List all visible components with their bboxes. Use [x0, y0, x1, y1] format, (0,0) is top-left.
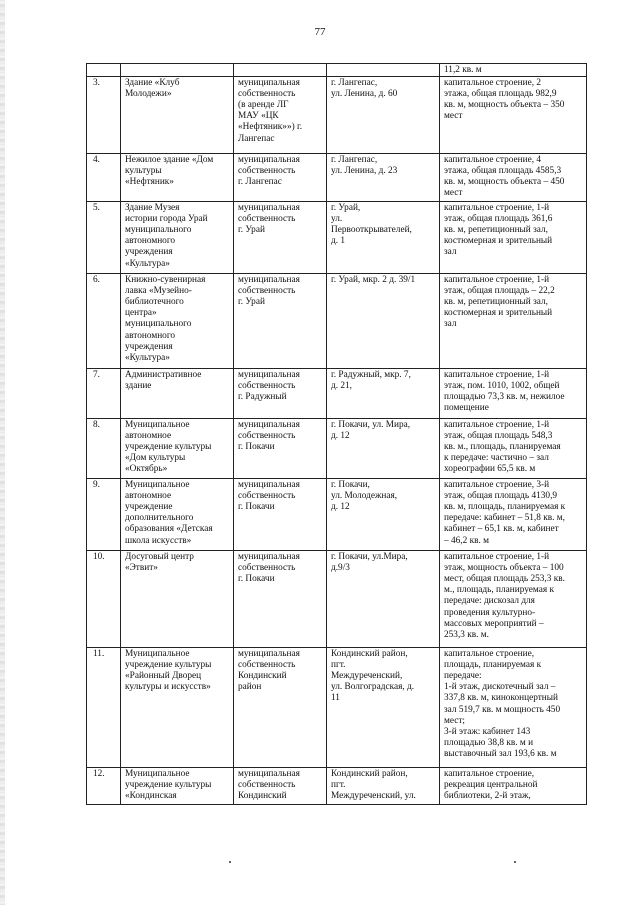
table-row — [87, 77, 587, 154]
cell-line: массовых мероприятий – — [444, 618, 544, 629]
cell-line: район — [238, 682, 262, 693]
cell-line: капитальное строение, 1-й — [444, 420, 550, 431]
object-name-cell — [121, 479, 234, 551]
address-cell — [327, 551, 440, 648]
cell-line: лавка «Музейно- — [125, 286, 192, 297]
cell-line: «Культура» — [125, 258, 170, 269]
cell-line: капитальное строение, — [444, 649, 535, 660]
description-cell — [440, 551, 587, 648]
cell-line: этаж, пом. 1010, 1002, общей — [444, 381, 560, 392]
cell-line: «Октябрь» — [125, 464, 168, 475]
description-cell — [440, 202, 587, 274]
cell-line: собственность — [238, 431, 296, 442]
row-number-cell: 5. — [87, 202, 121, 274]
cell-line: муниципальная — [238, 649, 300, 660]
table-body — [87, 64, 587, 805]
cell-line: кв. м, площадь, планируемая к — [444, 502, 566, 513]
cell-line: Муниципальное — [125, 769, 190, 780]
cell-line: г. Радужный, мкр. 7, — [331, 370, 411, 381]
cell-line: мест; — [444, 715, 466, 726]
description-cell — [440, 369, 587, 419]
cell-line: 11,2 кв. м — [444, 65, 482, 75]
ownership-cell — [234, 64, 327, 77]
cell-line: г. Лангепас — [238, 177, 282, 188]
ownership-cell — [234, 551, 327, 648]
cell-line: капитальное строение, — [444, 769, 535, 780]
cell-line: учреждение культуры — [125, 780, 212, 791]
cell-line: г. Покачи — [238, 574, 275, 585]
cell-line: кв. м., площадь, планируемая — [444, 442, 561, 453]
cell-line: кабинет – 65,1 кв. м, кабинет — [444, 524, 559, 535]
cell-line: капитальное строение, 3-й — [444, 480, 550, 491]
table-row — [87, 64, 587, 77]
cell-line: «Нефтяник»») г. — [238, 122, 303, 133]
cell-line: Лангепас — [238, 133, 275, 144]
ownership-cell — [234, 202, 327, 274]
cell-line: кв. м, мощность объекта – 450 — [444, 177, 565, 188]
description-cell — [440, 419, 587, 479]
cell-line: ул. Молодежная, — [331, 491, 398, 502]
cell-line: «Этвит» — [125, 563, 158, 574]
cell-line: автономное — [125, 431, 172, 442]
cell-line: учреждения — [125, 341, 173, 352]
cell-line: муниципальная — [238, 480, 300, 491]
cell-line: этаж, общая площадь 4130,9 — [444, 491, 558, 502]
cell-line: Междуреченский, ул. — [331, 791, 416, 802]
cell-line: собственность — [238, 286, 296, 297]
table-row — [87, 274, 587, 369]
address-cell — [327, 648, 440, 768]
cell-line: (в аренде ЛГ — [238, 100, 289, 111]
description-cell — [440, 648, 587, 768]
cell-line: пгт. — [331, 660, 346, 671]
cell-line: собственность — [238, 563, 296, 574]
cell-line: зал — [444, 319, 457, 330]
scan-edge — [0, 0, 5, 905]
cell-line: Муниципальное — [125, 420, 190, 431]
cell-line: зал — [444, 247, 457, 258]
ownership-cell — [234, 369, 327, 419]
cell-line: автономное — [125, 491, 172, 502]
cell-line: муниципальная — [238, 203, 300, 214]
cell-line: площадь, планируемая к — [444, 660, 542, 671]
cell-line: д. 12 — [331, 502, 350, 513]
cell-line: этаж, мощность объекта – 100 — [444, 563, 564, 574]
cell-line: учреждение — [125, 502, 173, 513]
cell-line: – 46,2 кв. м — [444, 535, 490, 546]
cell-line: костюмерная и зрительный — [444, 236, 553, 247]
cell-line: этажа, общая площадь 982,9 — [444, 89, 557, 100]
cell-line: учреждение культуры — [125, 442, 212, 453]
object-name-cell — [121, 369, 234, 419]
cell-line: муниципальная — [238, 769, 300, 780]
row-number-cell: 3. — [87, 77, 121, 154]
table-row — [87, 202, 587, 274]
row-number-cell: 7. — [87, 369, 121, 419]
cell-line: капитальное строение, 4 — [444, 155, 541, 166]
cell-line: муниципальная — [238, 78, 300, 89]
object-name-cell — [121, 551, 234, 648]
address-cell — [327, 369, 440, 419]
row-number-cell: 11. — [87, 648, 121, 768]
cell-line: здание — [125, 381, 152, 392]
cell-line: Междуреченский, — [331, 671, 403, 682]
address-cell — [327, 77, 440, 154]
ownership-cell — [234, 768, 327, 805]
cell-line: «Районный Дворец — [125, 671, 202, 682]
cell-line: Муниципальное — [125, 649, 190, 660]
cell-line: капитальное строение, 2 — [444, 78, 541, 89]
cell-line: истории города Урай — [125, 214, 208, 225]
cell-line: собственность — [238, 491, 296, 502]
cell-line: «Нефтяник» — [125, 177, 174, 188]
table-row — [87, 648, 587, 768]
cell-line: муниципальная — [238, 420, 300, 431]
object-name-cell — [121, 419, 234, 479]
cell-line: этаж, общая площадь 548,3 — [444, 431, 553, 442]
description-cell — [440, 274, 587, 369]
object-name-cell — [121, 64, 234, 77]
cell-line: этаж, общая площадь 361,6 — [444, 214, 553, 225]
cell-line: Досуговый центр — [125, 552, 194, 563]
cell-line: мест — [444, 188, 463, 199]
cell-line: «Культура» — [125, 352, 170, 363]
cell-line: «Дом культуры — [125, 453, 186, 464]
cell-line: 1-й этаж, дискотечный зал – — [444, 682, 556, 693]
cell-line: г. Покачи — [238, 502, 275, 513]
cell-line: г. Радужный — [238, 392, 287, 403]
cell-line: передаче: дискозал для — [444, 596, 535, 607]
address-cell — [327, 479, 440, 551]
cell-line: г. Покачи, ул.Мира, — [331, 552, 408, 563]
address-cell — [327, 274, 440, 369]
ownership-cell — [234, 274, 327, 369]
cell-line: Нежилое здание «Дом — [125, 155, 214, 166]
cell-line: площадью 73,3 кв. м, нежилое — [444, 392, 565, 403]
cell-line: г. Урай, мкр. 2 д. 39/1 — [331, 275, 416, 286]
cell-line: Административное — [125, 370, 202, 381]
cell-line: этаж, общая площадь – 22,2 — [444, 286, 555, 297]
object-name-cell — [121, 648, 234, 768]
cell-line: капитальное строение, 1-й — [444, 275, 550, 286]
cell-line: г. Лангепас, — [331, 155, 378, 166]
address-cell — [327, 202, 440, 274]
row-number-cell: 6. — [87, 274, 121, 369]
cell-line: МАУ «ЦК — [238, 111, 279, 122]
cell-line: мест — [444, 111, 463, 122]
cell-line: 3-й этаж: кабинет 143 — [444, 726, 531, 737]
cell-line: этажа, общая площадь 4585,3 — [444, 166, 562, 177]
cell-line: хореографии 65,5 кв. м — [444, 464, 536, 475]
cell-line: м., площадь, планируемая к — [444, 585, 554, 596]
cell-line: капитальное строение, 1-й — [444, 552, 550, 563]
cell-line: капитальное строение, 1-й — [444, 203, 550, 214]
description-cell — [440, 154, 587, 202]
cell-line: автономного — [125, 236, 176, 247]
cell-line: образования «Детская — [125, 524, 213, 535]
cell-line: собственность — [238, 89, 296, 100]
row-number-cell — [87, 64, 121, 77]
cell-line: Кондинский район, — [331, 769, 408, 780]
cell-line: капитальное строение, 1-й — [444, 370, 550, 381]
cell-line: библиотеки, 2-й этаж, — [444, 791, 531, 802]
cell-line: пгт. — [331, 780, 346, 791]
description-cell — [440, 64, 587, 77]
cell-line: культуры и искусств» — [125, 682, 211, 693]
cell-line: г. Урай — [238, 225, 265, 236]
cell-line: муниципальная — [238, 155, 300, 166]
row-number-cell: 4. — [87, 154, 121, 202]
object-name-cell — [121, 768, 234, 805]
cell-line: Кондинский — [238, 791, 287, 802]
cell-line: культуры — [125, 166, 162, 177]
cell-line: г. Покачи — [238, 442, 275, 453]
cell-line: г. Покачи, ул. Мира, — [331, 420, 411, 431]
address-cell — [327, 154, 440, 202]
cell-line: г. Лангепас, — [331, 78, 378, 89]
cell-line: ул. Ленина, д. 60 — [331, 89, 398, 100]
cell-line: к передаче: частично – зал — [444, 453, 549, 464]
cell-line: дополнительного — [125, 513, 194, 524]
cell-line: г. Урай, — [331, 203, 361, 214]
cell-line: Первооткрывателей, — [331, 225, 412, 236]
cell-line: кв. м, мощность объекта – 350 — [444, 100, 565, 111]
cell-line: Здание «Клуб — [125, 78, 180, 89]
cell-line: муниципального — [125, 225, 192, 236]
cell-line: ул. Волгоградская, д. — [331, 682, 415, 693]
cell-line: Кондинский — [238, 671, 287, 682]
cell-line: собственность — [238, 166, 296, 177]
cell-line: мест, общая площадь 253,3 кв. — [444, 574, 565, 585]
description-cell — [440, 479, 587, 551]
cell-line: школа искусств» — [125, 535, 192, 546]
table-row — [87, 154, 587, 202]
ownership-cell — [234, 648, 327, 768]
cell-line: муниципальная — [238, 370, 300, 381]
cell-line: собственность — [238, 660, 296, 671]
address-cell — [327, 64, 440, 77]
cell-line: центра» — [125, 308, 157, 319]
ownership-cell — [234, 77, 327, 154]
cell-line: муниципальная — [238, 552, 300, 563]
cell-line: выставочный зал 193,6 кв. м — [444, 748, 557, 759]
object-name-cell — [121, 77, 234, 154]
description-cell — [440, 77, 587, 154]
cell-line: Молодежи» — [125, 89, 172, 100]
ownership-cell — [234, 419, 327, 479]
cell-line: собственность — [238, 780, 296, 791]
cell-line: кв. м, репетиционный зал, — [444, 297, 548, 308]
cell-line: собственность — [238, 381, 296, 392]
table-row — [87, 768, 587, 805]
cell-line: учреждения — [125, 247, 173, 258]
scan-speck — [514, 861, 516, 863]
table-row — [87, 419, 587, 479]
ownership-cell — [234, 479, 327, 551]
cell-line: помещение — [444, 403, 489, 414]
property-table — [86, 63, 587, 805]
cell-line: 337,8 кв. м, киноконцертный — [444, 693, 559, 704]
object-name-cell — [121, 202, 234, 274]
cell-line: 253,3 кв. м. — [444, 629, 490, 640]
cell-line: муниципальная — [238, 275, 300, 286]
cell-line: ул. Ленина, д. 23 — [331, 166, 398, 177]
row-number-cell: 9. — [87, 479, 121, 551]
cell-line: кв. м, репетиционный зал, — [444, 225, 548, 236]
table-row — [87, 479, 587, 551]
row-number-cell: 8. — [87, 419, 121, 479]
cell-line: костюмерная и зрительный — [444, 308, 553, 319]
cell-line: д. 12 — [331, 431, 350, 442]
object-name-cell — [121, 274, 234, 369]
cell-line: учреждение культуры — [125, 660, 212, 671]
cell-line: зал 519,7 кв. м мощность 450 — [444, 704, 561, 715]
row-number-cell: 10. — [87, 551, 121, 648]
cell-line: д. 1 — [331, 236, 346, 247]
cell-line: передаче: кабинет – 51,8 кв. м, — [444, 513, 565, 524]
cell-line: проведения культурно- — [444, 607, 536, 618]
cell-line: г. Урай — [238, 297, 265, 308]
cell-line: Кондинский район, — [331, 649, 408, 660]
cell-line: передаче: — [444, 671, 482, 682]
table-row — [87, 369, 587, 419]
cell-line: «Кондинская — [125, 791, 177, 802]
scan-speck — [229, 861, 231, 863]
cell-line: Здание Музея — [125, 203, 180, 214]
ownership-cell — [234, 154, 327, 202]
cell-line: муниципального — [125, 319, 192, 330]
cell-line: Муниципальное — [125, 480, 190, 491]
cell-line: библиотечного — [125, 297, 184, 308]
cell-line: д.9/3 — [331, 563, 350, 574]
address-cell — [327, 419, 440, 479]
cell-line: г. Покачи, — [331, 480, 370, 491]
row-number-cell: 12. — [87, 768, 121, 805]
cell-line: автономного — [125, 330, 176, 341]
cell-line: Книжно-сувенирная — [125, 275, 206, 286]
description-cell — [440, 768, 587, 805]
cell-line: площадью 38,8 кв. м и — [444, 737, 534, 748]
cell-line: собственность — [238, 214, 296, 225]
table-row — [87, 551, 587, 648]
cell-line: д. 21, — [331, 381, 352, 392]
object-name-cell — [121, 154, 234, 202]
address-cell — [327, 768, 440, 805]
cell-line: 11 — [331, 693, 340, 704]
cell-line: рекреация центральной — [444, 780, 538, 791]
page-number: 77 — [314, 26, 326, 38]
cell-line: ул. — [331, 214, 343, 225]
